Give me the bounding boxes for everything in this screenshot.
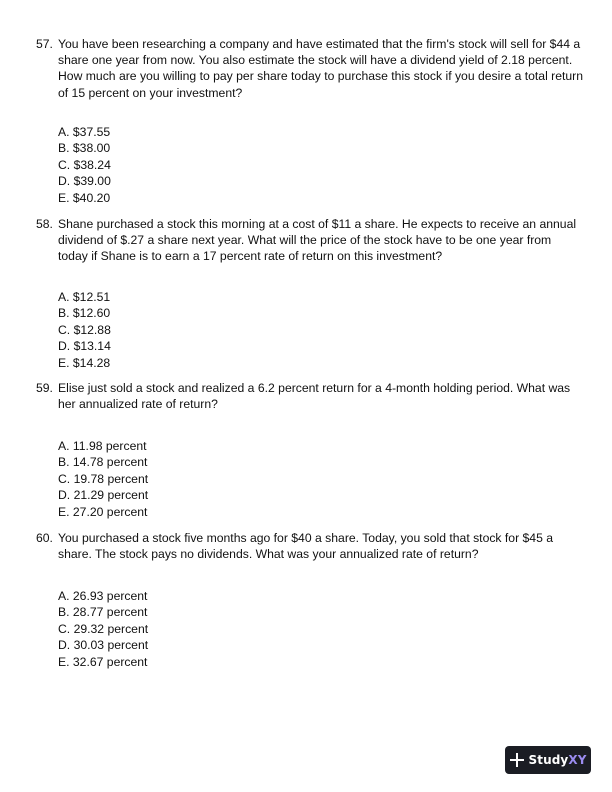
logo-text-xy: XY — [568, 753, 587, 767]
option-c: C. $12.88 — [58, 322, 111, 337]
option-a: A. 11.98 percent — [58, 439, 147, 453]
question-58 — [36, 216, 584, 370]
option-e: E. 32.67 percent — [58, 654, 148, 669]
plus-icon — [510, 753, 524, 767]
question-text: Elise just sold a stock and realized a 6.2 percent return for a 4-month holding period. What was her annualized rate of return? — [58, 381, 571, 412]
question-number: 59. — [36, 381, 53, 395]
question-number: 58. — [36, 217, 53, 231]
option-b: B. 28.77 percent — [58, 605, 148, 620]
logo-text-study: Study — [528, 753, 569, 767]
question-60 — [36, 530, 584, 669]
studyxy-logo — [505, 746, 591, 774]
option-a: A. $12.51 — [58, 290, 111, 304]
option-e: E. 27.20 percent — [58, 504, 148, 519]
question-59 — [36, 380, 584, 519]
option-e: E. $14.28 — [58, 355, 111, 370]
option-d: D. $13.14 — [58, 339, 111, 354]
option-d: D. 30.03 percent — [58, 638, 149, 653]
question-number: 57. — [36, 37, 53, 51]
option-a: A. 26.93 percent — [58, 589, 148, 603]
option-d: D. $39.00 — [58, 174, 111, 189]
answer-options — [58, 289, 111, 371]
option-b: B. $12.60 — [58, 306, 111, 321]
answer-options — [58, 438, 148, 520]
option-a: A. $37.55 — [58, 125, 111, 139]
option-c: C. 29.32 percent — [58, 621, 149, 636]
option-b: B. 14.78 percent — [58, 455, 148, 470]
logo-text — [529, 753, 587, 767]
option-c: C. $38.24 — [58, 157, 111, 172]
question-number: 60. — [36, 531, 53, 545]
question-text: Shane purchased a stock this morning at a cost of $11 a share. He expects to receive an annual dividend of $.27 a share next year. What will the price of the stock have to be one year from today if Shane is to earn a 17 percent rate of return on this investment? — [58, 217, 577, 264]
question-text: You have been researching a company and have estimated that the firm's stock will sell for $44 a share one year from now. You also estimate the stock will have a dividend yield of 2.18 percent. How much are you willing to pay per share today to purchase this stock if you desire a total return of 15 percent on your investment? — [58, 37, 584, 100]
option-e: E. $40.20 — [58, 190, 111, 205]
option-c: C. 19.78 percent — [58, 471, 149, 486]
answer-options — [58, 124, 111, 206]
question-57 — [36, 36, 584, 205]
answer-options — [58, 588, 148, 670]
option-b: B. $38.00 — [58, 141, 111, 156]
option-d: D. 21.29 percent — [58, 488, 149, 503]
question-text: You purchased a stock five months ago for $40 a share. Today, you sold that stock for $45 a share. The stock pays no dividends. What was your annualized rate of return? — [58, 531, 554, 562]
